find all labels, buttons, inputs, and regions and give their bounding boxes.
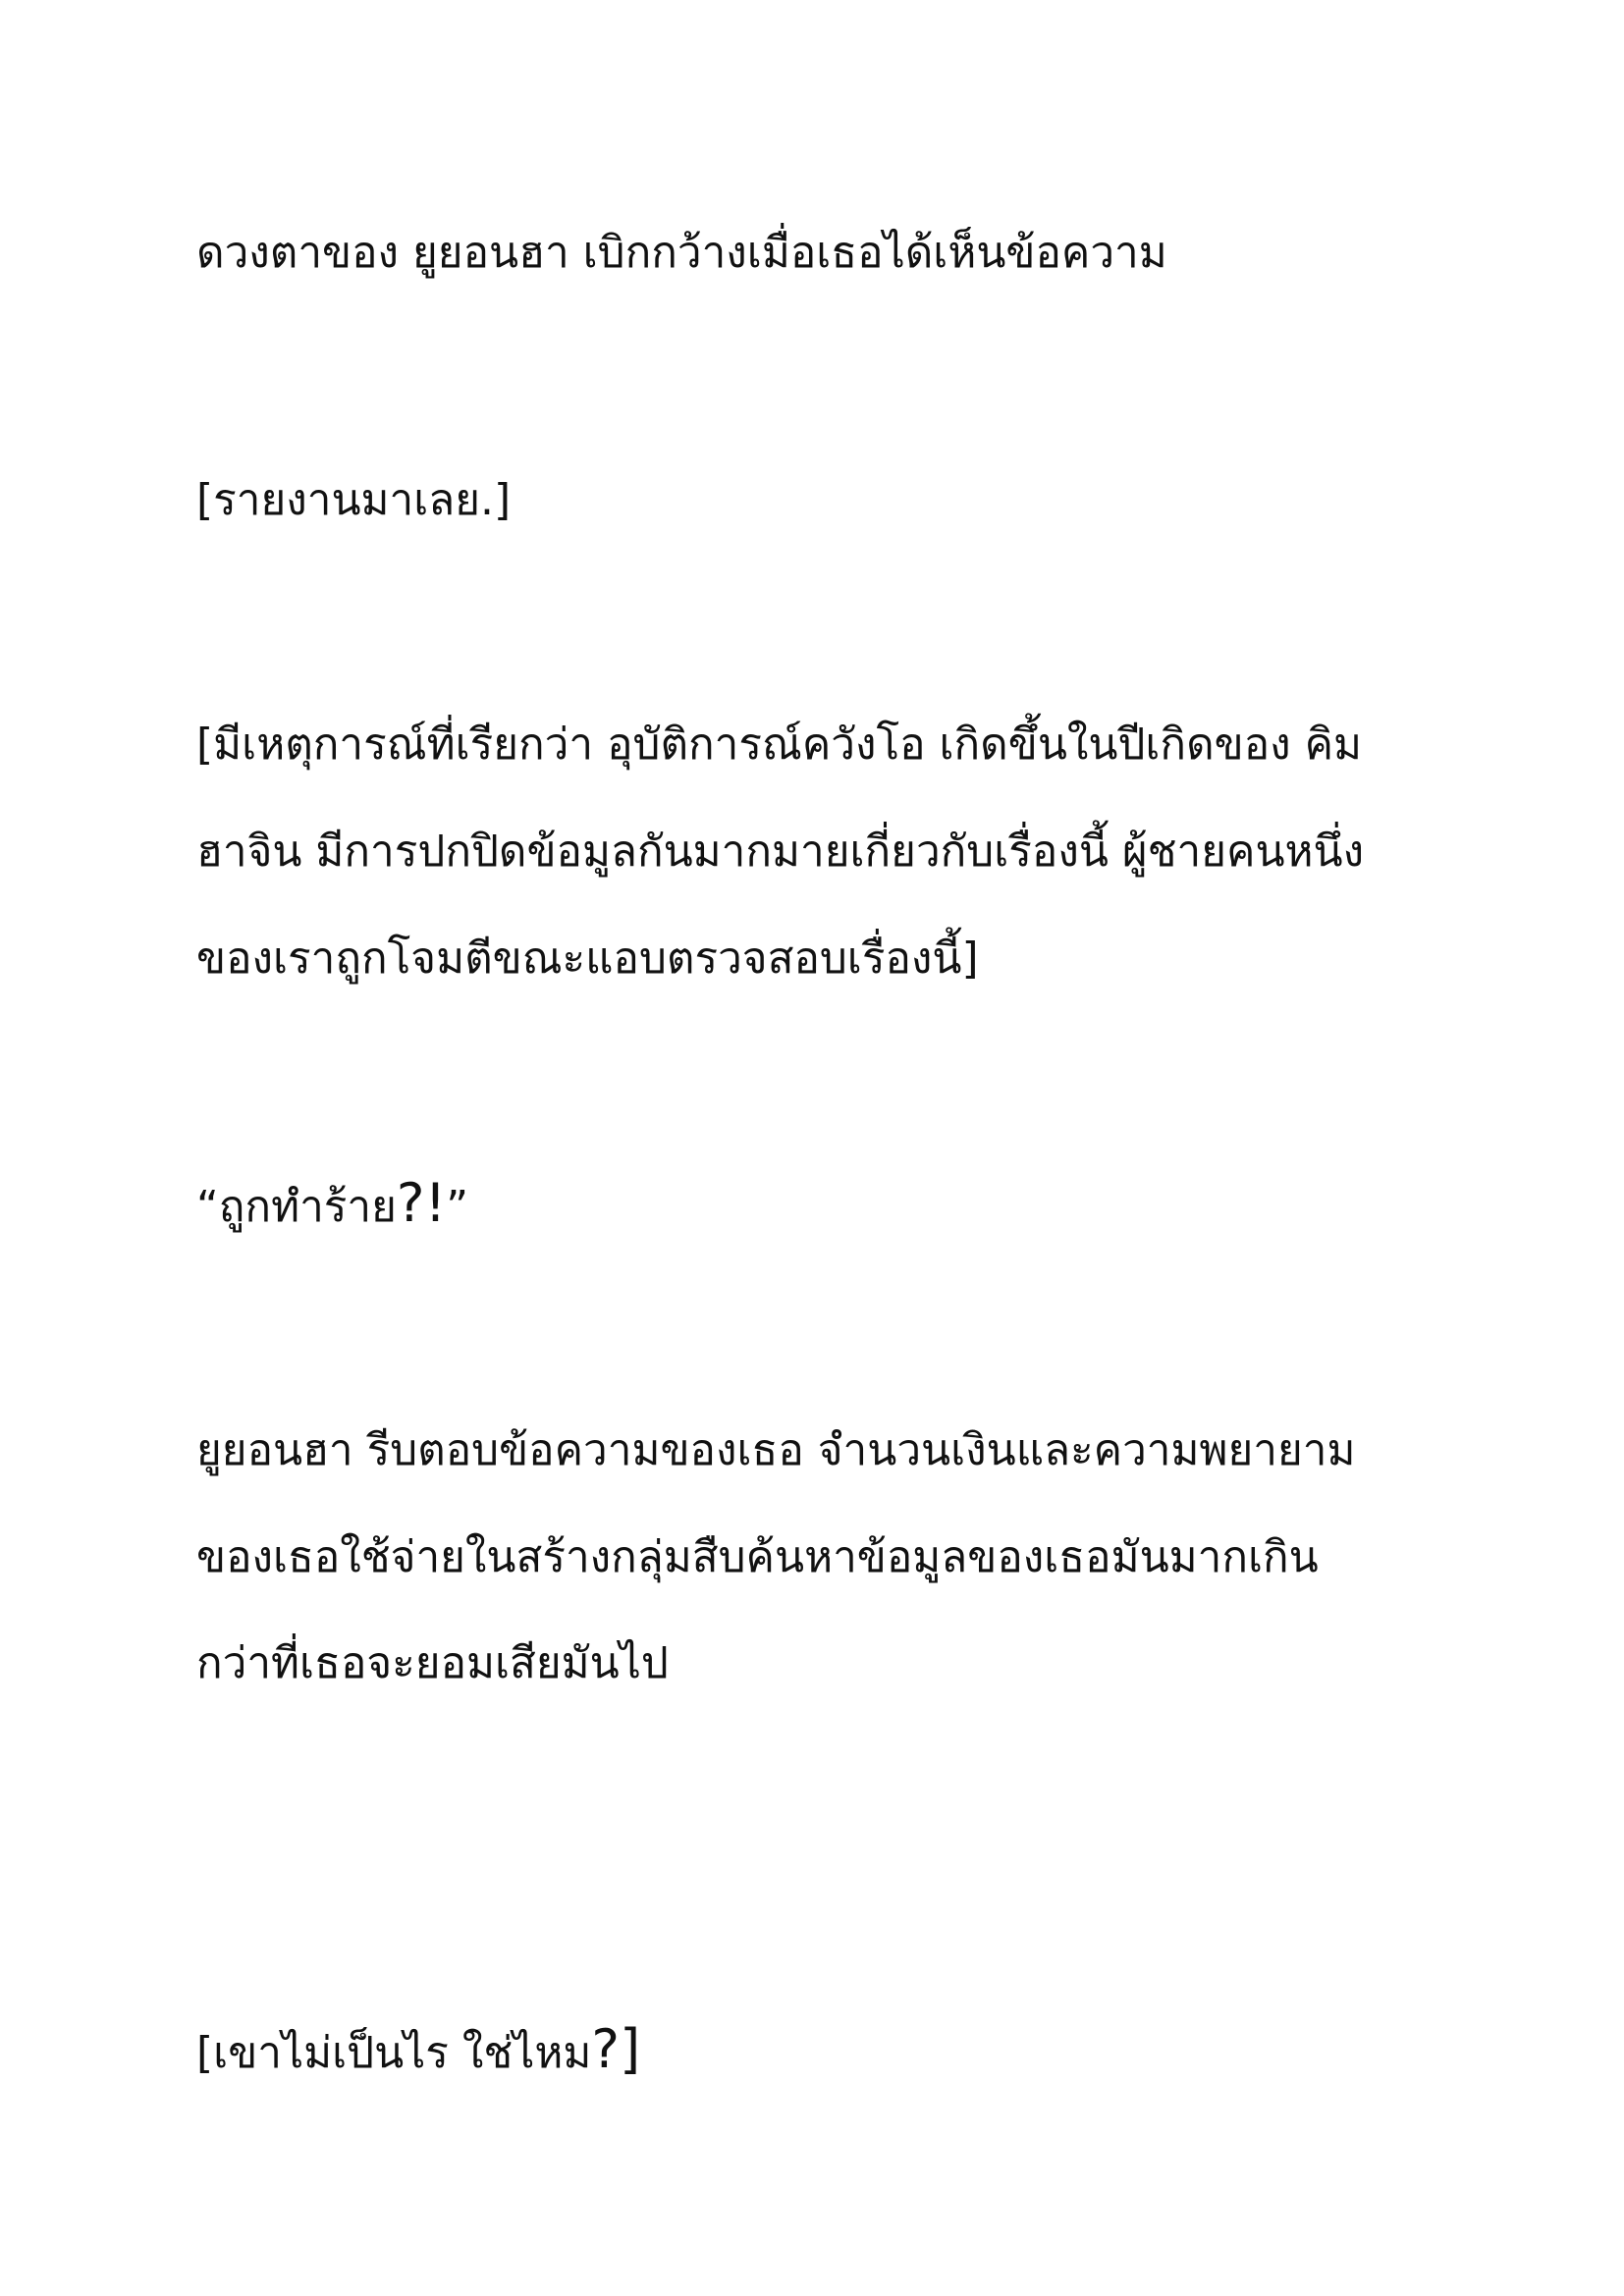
narration-line: ยูยอนฮา รีบตอบข้อความของเธอ จำนวนเงินและความพยายาม [196, 1425, 1356, 1475]
message-line: ฮาจิน มีการปกปิดข้อมูลกันมากมายเกี่ยวกับเรื่องนี้ ผู้ชายคนหนึ่ง [196, 827, 1365, 877]
narration-line: ดวงตาของ ยูยอนฮา เบิกกว้างเมื่อเธอได้เห็นข้อความ [196, 228, 1167, 278]
message-emphasis: ?] [591, 2018, 641, 2080]
message-text: [เขาไม่เป็นไร ใช่ไหม [196, 2028, 592, 2078]
dialogue-text: “ถูกทำร้าย [196, 1182, 397, 1232]
dialogue-emphasis: ?! [396, 1172, 447, 1234]
dialogue-close-quote: ” [446, 1182, 469, 1232]
message-line: [รายงานมาเลย.] [196, 475, 512, 525]
narration-line: กว่าที่เธอจะยอมเสียมันไป [196, 1638, 669, 1688]
narration-line: ของเธอใช้จ่ายในสร้างกลุ่มสืบค้นหาข้อมูลของเธอมันมากเกิน [196, 1532, 1319, 1582]
message-line: ของเราถูกโจมตีขณะแอบตรวจสอบเรื่องนี้] [196, 934, 979, 984]
dialogue-line [196, 1174, 468, 1237]
message-line [196, 2020, 640, 2083]
message-line: [มีเหตุการณ์ที่เรียกว่า อุบัติการณ์ควังโอ เกิดขึ้นในปีเกิดของ คิม [196, 720, 1363, 770]
